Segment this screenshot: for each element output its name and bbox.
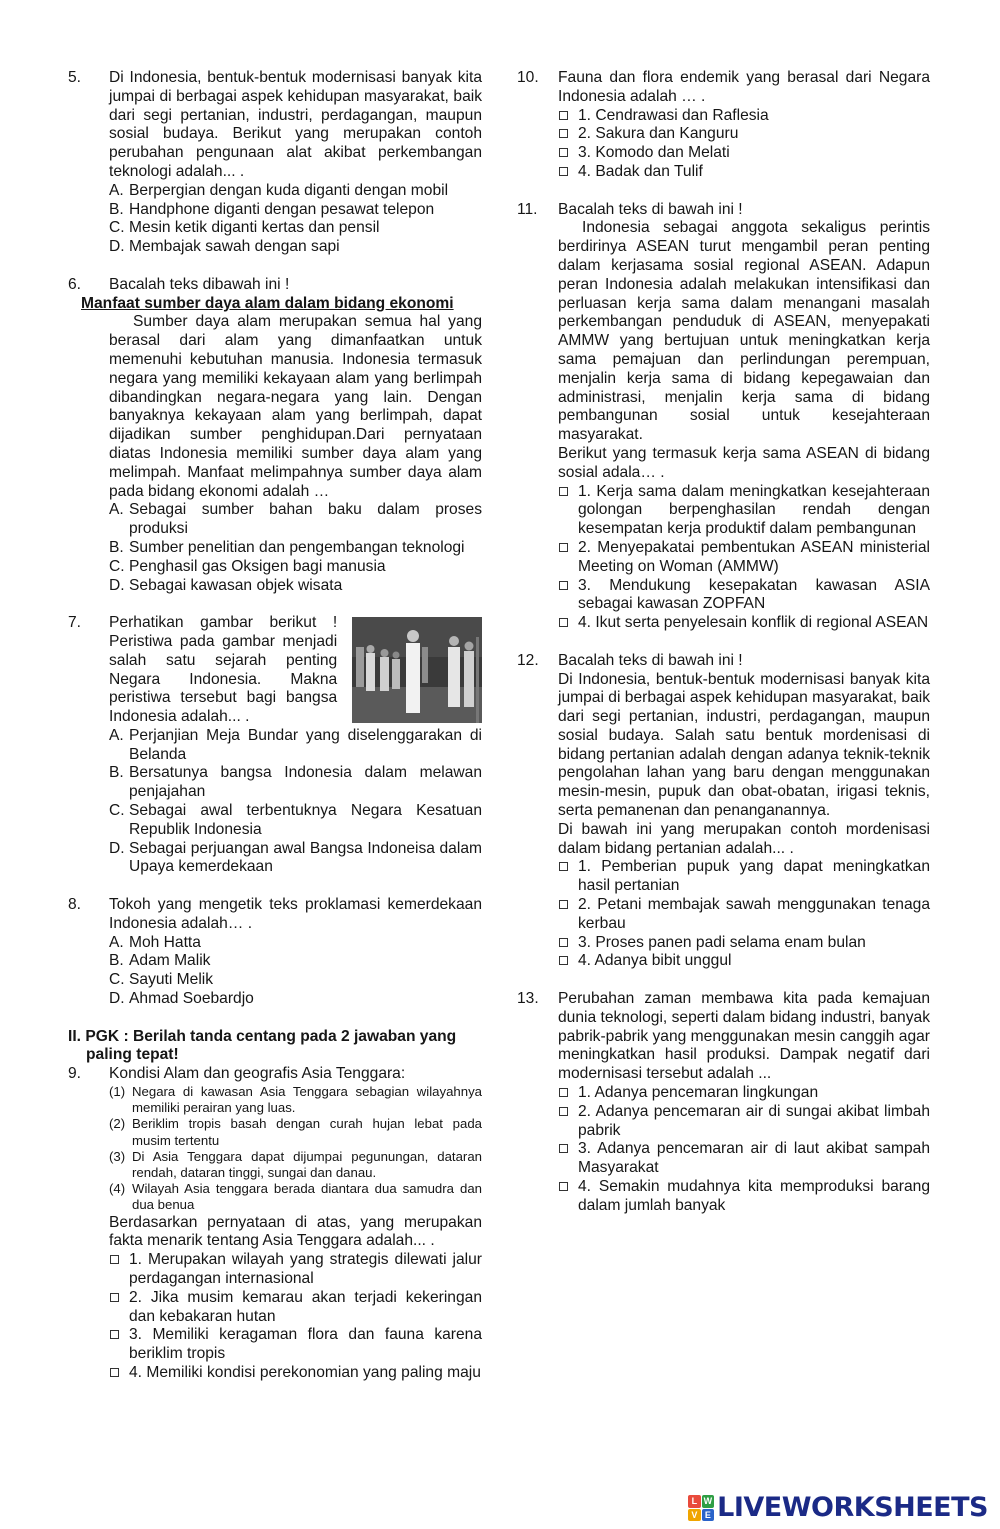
- option-b[interactable]: [109, 764, 482, 802]
- option-a[interactable]: [109, 182, 482, 201]
- checkbox-option-1[interactable]: [558, 483, 930, 539]
- checkbox-icon[interactable]: [110, 1255, 119, 1264]
- option-c[interactable]: [109, 219, 482, 238]
- logo-text: LIVEWORKSHEETS: [717, 1492, 988, 1523]
- option-letter: D.: [109, 238, 125, 256]
- option-text: 2. Petani membajak sawah menggunakan tenaga kerbau: [578, 896, 930, 932]
- option-d[interactable]: [109, 238, 482, 257]
- option-letter: A.: [109, 501, 124, 519]
- question-number: 6.: [68, 275, 82, 293]
- option-text: 1. Merupakan wilayah yang strategis dilewati jalur perdagangan internasional: [129, 1251, 482, 1288]
- option-letter: C.: [109, 219, 125, 237]
- question-8: [68, 896, 482, 1009]
- option-a[interactable]: [109, 934, 482, 953]
- option-letter: C.: [109, 971, 125, 989]
- question-text: Perhatikan gambar berikut ! Peristiwa pada gambar menjadi salah satu sejarah penting Negara Indonesia. Makna peristiwa tersebut bagi bangsa Indonesia adalah... .: [109, 614, 338, 726]
- question-number: 11.: [517, 200, 538, 218]
- checkbox-option-1[interactable]: [109, 1251, 482, 1289]
- left-column: [68, 69, 482, 1402]
- option-letter: B.: [109, 952, 124, 970]
- question-text: Di Indonesia, bentuk-bentuk modernisasi banyak kita jumpai di berbagai aspek kehidupan masyarakat, baik dari segi pertanian, industri, perdagangan, maupun sosial budaya. Berikut yang merupakan contoh perubahan pengunaan alat akibat perkembangan teknologi adalah... .: [109, 69, 482, 180]
- question-number: 12.: [517, 651, 539, 669]
- option-c[interactable]: [109, 558, 482, 577]
- question-intro: Bacalah teks di bawah ini !: [558, 200, 743, 218]
- photo-illustration: [352, 617, 482, 723]
- checkbox-option-3[interactable]: [558, 577, 930, 615]
- passage: Sumber daya alam merupakan semua hal yang berasal dari alam yang dimanfaatkan untuk memenuhi kebutuhan manusia. Indonesia termasuk negara yang memiliki kekayaan alam yang berlimpah dibandingkan negara-negara yang lain. Dengan banyaknya kekayaan alam yang berlimpah, dapat dijadikan sumber penghidupan.Dari pernyataan diatas Indonesia memiliki sumber daya alam yang melimpah. Manfaat melimpahnya sumber daya alam pada bidang ekonomi adalah …: [109, 313, 482, 500]
- checkbox-icon[interactable]: [559, 148, 568, 157]
- passage: Di Indonesia, bentuk-bentuk modernisasi banyak kita jumpai di berbagai aspek kehidupan masyarakat, baik dari segi pertanian, industri, perdagangan, maupun sosial budaya. Salah satu bentuk mordenisasi di bidang pertanian adalah dengan adanya teknik-teknik pengolahan lahan yang baru dengan menggunakan mesin-mesin, pupuk dan obat-obatan, irigasi teknis, serta pemanenan dan penanganannya.: [558, 670, 930, 820]
- option-text: 3. Adanya pencemaran air di laut akibat sampah Masyarakat: [578, 1140, 930, 1177]
- passage: Indonesia sebagai anggota sekaligus perintis berdirinya ASEAN turut mengambil peran penting dalam kerjasama sosial regional ASEAN. Adapun peran Indonesia adalah melakukan intensifikasi dan perluasan kerja sama dalam menangani masalah perkembangan penduduk di ASEAN, menyepakati AMMW yang bertujuan untuk meningkatkan kerja sama pemajuan dan perlindungan perempuan, menjalin kerja sama di bidang kepegawaian dan administrasi, menjalin kerja sama di bidang pembangunan sosial untuk kesejahteraan masyarakat.: [558, 219, 930, 444]
- liveworksheets-logo[interactable]: [688, 1493, 988, 1523]
- option-text: 3. Proses panen padi selama enam bulan: [578, 933, 866, 951]
- question-number: 13.: [517, 990, 539, 1008]
- option-letter: A.: [109, 181, 124, 199]
- option-text: Mesin ketik diganti kertas dan pensil: [129, 219, 380, 237]
- checkbox-icon[interactable]: [559, 956, 568, 965]
- checkbox-icon[interactable]: [559, 581, 568, 590]
- option-text: 3. Memiliki keragaman flora dan fauna karena beriklim tropis: [129, 1326, 482, 1363]
- option-text: Adam Malik: [129, 952, 211, 970]
- checkbox-option-1[interactable]: [558, 107, 930, 126]
- option-text: Sebagai sumber bahan baku dalam proses produksi: [129, 501, 482, 538]
- checkbox-icon[interactable]: [559, 487, 568, 496]
- checkbox-option-3[interactable]: [558, 144, 930, 163]
- question-7: [68, 614, 482, 877]
- logo-tile: L: [688, 1495, 701, 1508]
- option-b[interactable]: [109, 201, 482, 220]
- question-12: [517, 652, 930, 972]
- option-a[interactable]: [109, 727, 482, 765]
- option-text: Membajak sawah dengan sapi: [129, 238, 340, 256]
- logo-tile: V: [688, 1509, 701, 1522]
- option-text: 3. Mendukung kesepakatan kawasan ASIA sebagai kawasan ZOPFAN: [578, 576, 930, 613]
- question-number: 10.: [517, 69, 539, 86]
- option-text: Ahmad Soebardjo: [129, 990, 254, 1008]
- option-text: 1. Kerja sama dalam meningkatkan kesejahteraan golongan berpenghasilan rendah dengan kesempatan kerja produktif dalam pembangunan: [578, 482, 930, 538]
- option-text: Moh Hatta: [129, 933, 201, 951]
- checkbox-icon[interactable]: [559, 543, 568, 552]
- checkbox-option-2[interactable]: [109, 1289, 482, 1327]
- checkbox-icon[interactable]: [559, 1144, 568, 1153]
- option-text: 4. Semakin mudahnya kita memproduksi barang dalam jumlah banyak: [578, 1178, 930, 1214]
- option-b[interactable]: [109, 539, 482, 558]
- question-text: Berdasarkan pernyataan di atas, yang merupakan fakta menarik tentang Asia Tenggara adalah... .: [109, 1213, 482, 1250]
- checkbox-option-4[interactable]: [558, 1178, 930, 1216]
- checkbox-option-3[interactable]: [558, 934, 930, 953]
- question-intro: Kondisi Alam dan geografis Asia Tenggara:: [109, 1065, 406, 1083]
- checkbox-option-2[interactable]: [558, 1103, 930, 1141]
- checkbox-icon[interactable]: [559, 618, 568, 627]
- option-d[interactable]: [109, 840, 482, 878]
- option-text: 2. Sakura dan Kanguru: [578, 125, 739, 143]
- statement-number: (4): [109, 1181, 126, 1197]
- checkbox-icon[interactable]: [559, 1107, 568, 1116]
- statement: [109, 1116, 482, 1148]
- option-text: 3. Komodo dan Melati: [578, 144, 730, 162]
- option-text: 1. Pemberian pupuk yang dapat meningkatkan hasil pertanian: [578, 858, 930, 895]
- checkbox-option-4[interactable]: [558, 614, 930, 633]
- section-heading: II. PGK : Berilah tanda centang pada 2 jawaban yang paling tepat!: [68, 1027, 457, 1064]
- question-text: Perubahan zaman membawa kita pada kemajuan dunia teknologi, seperti dalam bidang industri, banyak pabrik-pabrik yang menggunakan mesin canggih agar meningkatkan hasil produksi. Dampak negatif dari modernisasi tersebut adalah ...: [558, 990, 930, 1083]
- checkbox-icon[interactable]: [110, 1330, 119, 1339]
- question-text: Berikut yang termasuk kerja sama ASEAN di bidang sosial adala… .: [558, 444, 930, 481]
- statement: [109, 1149, 482, 1181]
- option-a[interactable]: [109, 501, 482, 539]
- option-b[interactable]: [109, 952, 482, 971]
- option-text: Sayuti Melik: [129, 971, 214, 989]
- statement-number: (3): [109, 1148, 126, 1164]
- statement-text: Wilayah Asia tenggara berada diantara dua samudra dan dua benua: [132, 1181, 482, 1213]
- option-letter: A.: [109, 933, 124, 951]
- checkbox-icon[interactable]: [559, 111, 568, 120]
- question-number: 7.: [68, 614, 82, 632]
- option-text: Perjanjian Meja Bundar yang diselenggarakan di Belanda: [129, 726, 482, 763]
- option-d[interactable]: [109, 990, 482, 1009]
- option-letter: D.: [109, 839, 125, 857]
- checkbox-icon[interactable]: [559, 1182, 568, 1191]
- option-letter: D.: [109, 990, 125, 1008]
- option-text: 1. Cendrawasi dan Raflesia: [578, 106, 769, 124]
- checkbox-option-4[interactable]: [109, 1364, 482, 1383]
- checkbox-icon[interactable]: [559, 129, 568, 138]
- statement: [109, 1181, 482, 1213]
- question-number: 5.: [68, 69, 82, 86]
- option-text: 2. Menyepakatai pembentukan ASEAN ministerial Meeting on Woman (AMMW): [578, 538, 930, 575]
- checkbox-icon[interactable]: [559, 1088, 568, 1097]
- option-d[interactable]: [109, 577, 482, 596]
- statement-number: (2): [109, 1116, 126, 1132]
- option-text: 1. Adanya pencemaran lingkungan: [578, 1084, 819, 1102]
- proclamation-photo: [352, 617, 482, 723]
- question-10: [517, 69, 930, 182]
- question-text: Di bawah ini yang merupakan contoh mordenisasi dalam bidang pertanian adalah... .: [558, 820, 930, 857]
- option-letter: D.: [109, 576, 125, 594]
- question-13: [517, 990, 930, 1216]
- option-text: Penghasil gas Oksigen bagi manusia: [129, 557, 386, 575]
- option-c[interactable]: [109, 802, 482, 840]
- passage-heading: Manfaat sumber daya alam dalam bidang ekonomi: [81, 294, 454, 312]
- option-text: 4. Memiliki kondisi perekonomian yang paling maju: [129, 1364, 481, 1382]
- option-text: Handphone diganti dengan pesawat telepon: [129, 200, 435, 218]
- logo-tile: W: [703, 1496, 713, 1506]
- checkbox-option-3[interactable]: [109, 1326, 482, 1364]
- option-text: Sebagai awal terbentuknya Negara Kesatuan Republik Indonesia: [129, 802, 482, 838]
- checkbox-icon[interactable]: [110, 1293, 119, 1302]
- checkbox-icon[interactable]: [559, 938, 568, 947]
- option-text: 4. Adanya bibit unggul: [578, 952, 732, 970]
- option-text: Bersatunya bangsa Indonesia dalam melawan penjajahan: [129, 764, 482, 801]
- statement-text: Beriklim tropis basah dengan curah hujan lebat pada musim tertentu: [132, 1116, 482, 1148]
- option-c[interactable]: [109, 971, 482, 990]
- option-text: Berpergian dengan kuda diganti dengan mobil: [129, 181, 449, 199]
- question-number: 8.: [68, 896, 82, 914]
- option-letter: A.: [109, 726, 124, 744]
- option-letter: C.: [109, 557, 125, 575]
- checkbox-option-1[interactable]: [558, 858, 930, 896]
- statement: [109, 1084, 482, 1116]
- checkbox-option-1[interactable]: [558, 1084, 930, 1103]
- checkbox-option-2[interactable]: [558, 539, 930, 577]
- option-text: 4. Ikut serta penyelesain konflik di regional ASEAN: [578, 614, 929, 632]
- option-text: Sebagai kawasan objek wisata: [129, 576, 343, 594]
- option-text: 2. Jika musim kemarau akan terjadi kekeringan dan kebakaran hutan: [129, 1288, 482, 1325]
- question-intro: Bacalah teks dibawah ini !: [109, 275, 290, 293]
- option-text: 2. Adanya pencemaran air di sungai akibat limbah pabrik: [578, 1102, 930, 1139]
- question-text: Tokoh yang mengetik teks proklamasi kemerdekaan Indonesia adalah… .: [109, 896, 482, 932]
- option-text: Sumber penelitian dan pengembangan teknologi: [129, 538, 465, 556]
- statement-number: (1): [109, 1084, 126, 1100]
- statement-text: Negara di kawasan Asia Tenggara sebagian wilayahnya memiliki perairan yang luas.: [132, 1084, 482, 1116]
- question-number: 9.: [68, 1065, 82, 1083]
- checkbox-icon[interactable]: [559, 862, 568, 871]
- option-letter: C.: [109, 802, 125, 820]
- option-text: 4. Badak dan Tulif: [578, 162, 703, 180]
- question-text: Fauna dan flora endemik yang berasal dari Negara Indonesia adalah … .: [558, 69, 930, 105]
- option-letter: B.: [109, 200, 124, 218]
- question-9: [68, 1065, 482, 1383]
- question-6: [68, 276, 482, 596]
- logo-mark-icon: [688, 1495, 714, 1521]
- statement-list: [109, 1084, 482, 1214]
- logo-tile: E: [702, 1509, 715, 1522]
- checkbox-option-3[interactable]: [558, 1140, 930, 1178]
- question-intro: Bacalah teks di bawah ini !: [558, 651, 743, 669]
- checkbox-icon[interactable]: [559, 900, 568, 909]
- statement-text: Di Asia Tenggara dapat dijumpai pegunungan, dataran rendah, dataran tinggi, sungai dan danau.: [132, 1148, 482, 1181]
- checkbox-option-4[interactable]: [558, 163, 930, 182]
- question-11: [517, 201, 930, 633]
- checkbox-option-2[interactable]: [558, 896, 930, 934]
- checkbox-icon[interactable]: [559, 167, 568, 176]
- checkbox-option-2[interactable]: [558, 125, 930, 144]
- right-column: [517, 69, 930, 1234]
- option-letter: B.: [109, 764, 124, 782]
- question-5: [68, 69, 482, 257]
- option-text: Sebagai perjuangan awal Bangsa Indoneisa dalam Upaya kemerdekaan: [129, 839, 482, 876]
- checkbox-icon[interactable]: [110, 1368, 119, 1377]
- checkbox-option-4[interactable]: [558, 952, 930, 971]
- option-letter: B.: [109, 538, 124, 556]
